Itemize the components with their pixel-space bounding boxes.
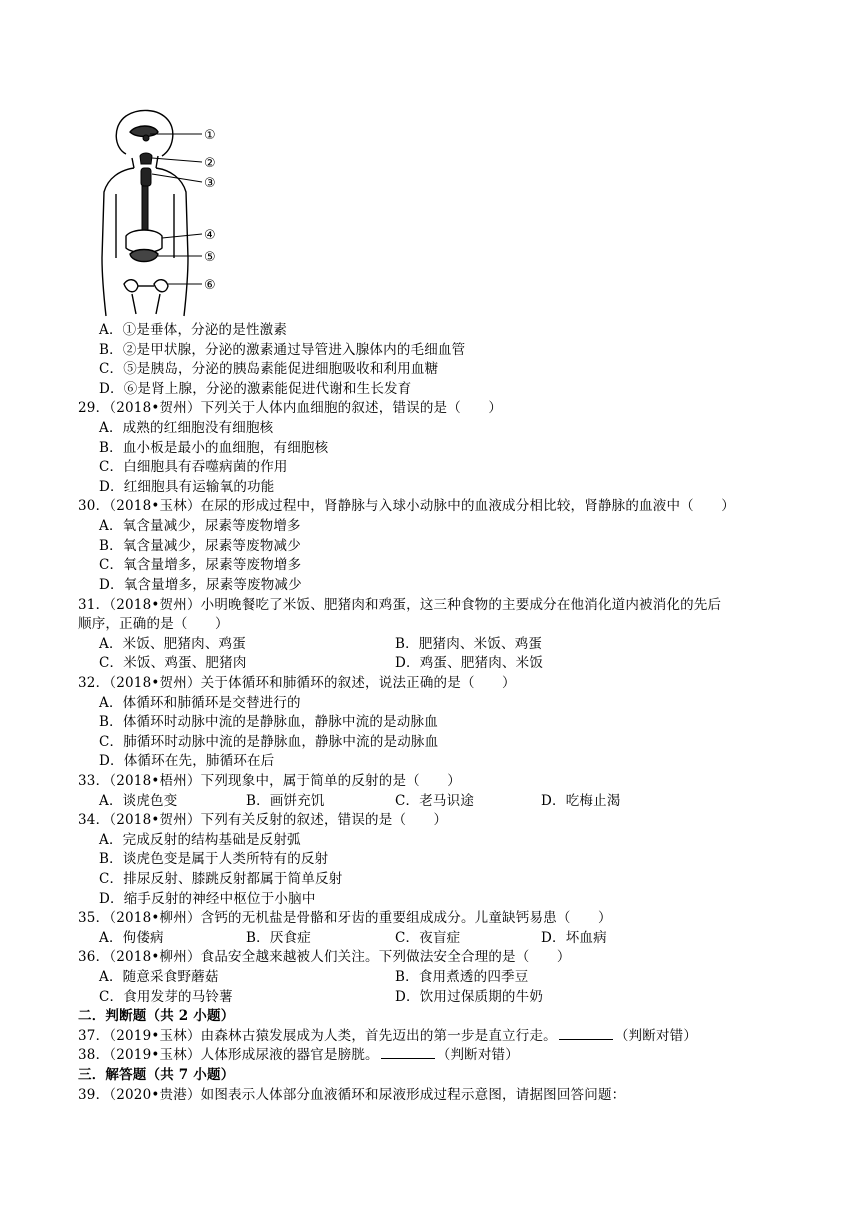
- q36-stem: 36．（2018•柳州）食品安全越来越被人们关注。下列做法安全合理的是（ ）: [78, 949, 571, 965]
- section-judgement-title: 二．判断题（共 2 小题）: [78, 1008, 235, 1024]
- callout-3: ③: [204, 176, 216, 191]
- q28-option-d: D．⑥是肾上腺，分泌的激素能促进代谢和生长发育: [99, 381, 412, 397]
- q33-option-d: D．吃梅止渴: [541, 793, 621, 809]
- q38-suffix: （判断对错）: [436, 1047, 519, 1063]
- q37-answer-blank[interactable]: [559, 1027, 613, 1040]
- q29-option-b: B．血小板是最小的血细胞，有细胞核: [99, 440, 329, 456]
- q34-option-a: A．完成反射的结构基础是反射弧: [99, 832, 301, 848]
- q31-option-b: B．肥猪肉、米饭、鸡蛋: [395, 636, 543, 652]
- torso-left: [102, 168, 134, 316]
- q36-option-c: C．食用发芽的马铃薯: [99, 989, 233, 1005]
- q35-option-a: A．佝偻病: [99, 930, 164, 946]
- section-answer-title: 三．解答题（共 7 小题）: [78, 1067, 235, 1083]
- brain-mark: [130, 126, 158, 137]
- q34-option-d: D．缩手反射的神经中枢位于小脑中: [99, 891, 316, 907]
- q32-option-a: A．体循环和肺循环是交替进行的: [99, 695, 301, 711]
- q35-option-b: B．厌食症: [246, 930, 311, 946]
- q30-option-d: D．氧含量增多，尿素等废物减少: [99, 577, 302, 593]
- q29-option-a: A．成熟的红细胞没有细胞核: [99, 420, 274, 436]
- q36-option-d: D．饮用过保质期的牛奶: [395, 989, 544, 1005]
- callout-4: ④: [204, 228, 216, 243]
- q34-option-b: B．谈虎色变是属于人类所特有的反射: [99, 851, 329, 867]
- q37: [78, 1027, 697, 1045]
- q36-option-b: B．食用煮透的四季豆: [395, 969, 529, 985]
- thymus-mark: [141, 168, 151, 186]
- q29-option-d: D．红细胞具有运输氧的功能: [99, 479, 275, 495]
- thyroid-mark: [140, 153, 152, 164]
- pancreas-mark: [130, 250, 158, 262]
- q30-option-c: C．氧含量增多，尿素等废物增多: [99, 557, 302, 573]
- callout-5: ⑤: [204, 250, 216, 265]
- q36-option-a: A．随意采食野蘑菇: [99, 969, 219, 985]
- q28-option-b: B．②是甲状腺，分泌的激素通过导管进入腺体内的毛细血管: [99, 342, 466, 358]
- endocrine-system-figure: [96, 108, 236, 320]
- pituitary-mark: [143, 135, 149, 141]
- q34-stem: 34．（2018•贺州）下列有关反射的叙述，错误的是（ ）: [78, 812, 448, 828]
- q35-option-c: C．夜盲症: [395, 930, 461, 946]
- q31-option-c: C．米饭、鸡蛋、肥猪肉: [99, 655, 247, 671]
- q34-option-c: C．排尿反射、膝跳反射都属于简单反射: [99, 871, 343, 887]
- q30-stem: 30．（2018•玉林）在尿的形成过程中，肾静脉与入球小动脉中的血液成分相比较，肾静脉的血液中（ ）: [78, 498, 735, 514]
- q32-option-b: B．体循环时动脉中流的是静脉血，静脉中流的是动脉血: [99, 714, 438, 730]
- q38-answer-blank[interactable]: [381, 1046, 435, 1059]
- q31-option-d: D．鸡蛋、肥猪肉、米饭: [395, 655, 544, 671]
- q35-option-d: D．坏血病: [541, 930, 607, 946]
- callout-1: ①: [204, 128, 216, 143]
- q31-stem-line2: 顺序，正确的是（ ）: [78, 616, 229, 632]
- q38-text: 38．（2019•玉林）人体形成尿液的器官是膀胱。: [78, 1047, 379, 1063]
- q29-option-c: C．白细胞具有吞噬病菌的作用: [99, 459, 288, 475]
- q33-option-c: C．老马识途: [395, 793, 475, 809]
- q33-stem: 33．（2018•梧州）下列现象中，属于简单的反射的是（ ）: [78, 773, 461, 789]
- q33-option-b: B．画饼充饥: [246, 793, 325, 809]
- gonad-left: [124, 280, 138, 292]
- q38: [78, 1046, 519, 1064]
- q28-option-a: A．①是垂体，分泌的是性激素: [99, 322, 288, 338]
- q32-stem: 32．（2018•贺州）关于体循环和肺循环的叙述，说法正确的是（ ）: [78, 675, 516, 691]
- q33-option-a: A．谈虎色变: [99, 793, 178, 809]
- torso-right: [156, 168, 188, 316]
- q32-option-d: D．体循环在先，肺循环在后: [99, 753, 275, 769]
- q31-stem-line1: 31．（2018•贺州）小明晚餐吃了米饭、肥猪肉和鸡蛋，这三种食物的主要成分在他消化道内被消化的先后: [78, 597, 722, 613]
- q30-option-b: B．氧含量减少，尿素等废物减少: [99, 538, 301, 554]
- gonad-right: [154, 280, 168, 292]
- q29-stem: 29．（2018•贺州）下列关于人体内血细胞的叙述，错误的是（ ）: [78, 400, 503, 416]
- callout-6: ⑥: [204, 278, 216, 293]
- q39-stem: 39．（2020•贵港）如图表示人体部分血液循环和尿液形成过程示意图，请据图回答问题：: [78, 1087, 626, 1103]
- spine-mark: [142, 186, 148, 230]
- callout-2: ②: [204, 156, 216, 171]
- q37-text: 37．（2019•玉林）由森林古猿发展成为人类，首先迈出的第一步是直立行走。: [78, 1028, 557, 1044]
- q30-option-a: A．氧含量减少，尿素等废物增多: [99, 518, 301, 534]
- q31-option-a: A．米饭、肥猪肉、鸡蛋: [99, 636, 246, 652]
- q28-option-c: C．⑤是胰岛，分泌的胰岛素能促进细胞吸收和利用血糖: [99, 361, 439, 377]
- q35-stem: 35．（2018•柳州）含钙的无机盐是骨骼和牙齿的重要组成成分。儿童缺钙易患（ ）: [78, 910, 612, 926]
- q32-option-c: C．肺循环时动脉中流的是静脉血，静脉中流的是动脉血: [99, 734, 439, 750]
- q37-suffix: （判断对错）: [614, 1028, 698, 1044]
